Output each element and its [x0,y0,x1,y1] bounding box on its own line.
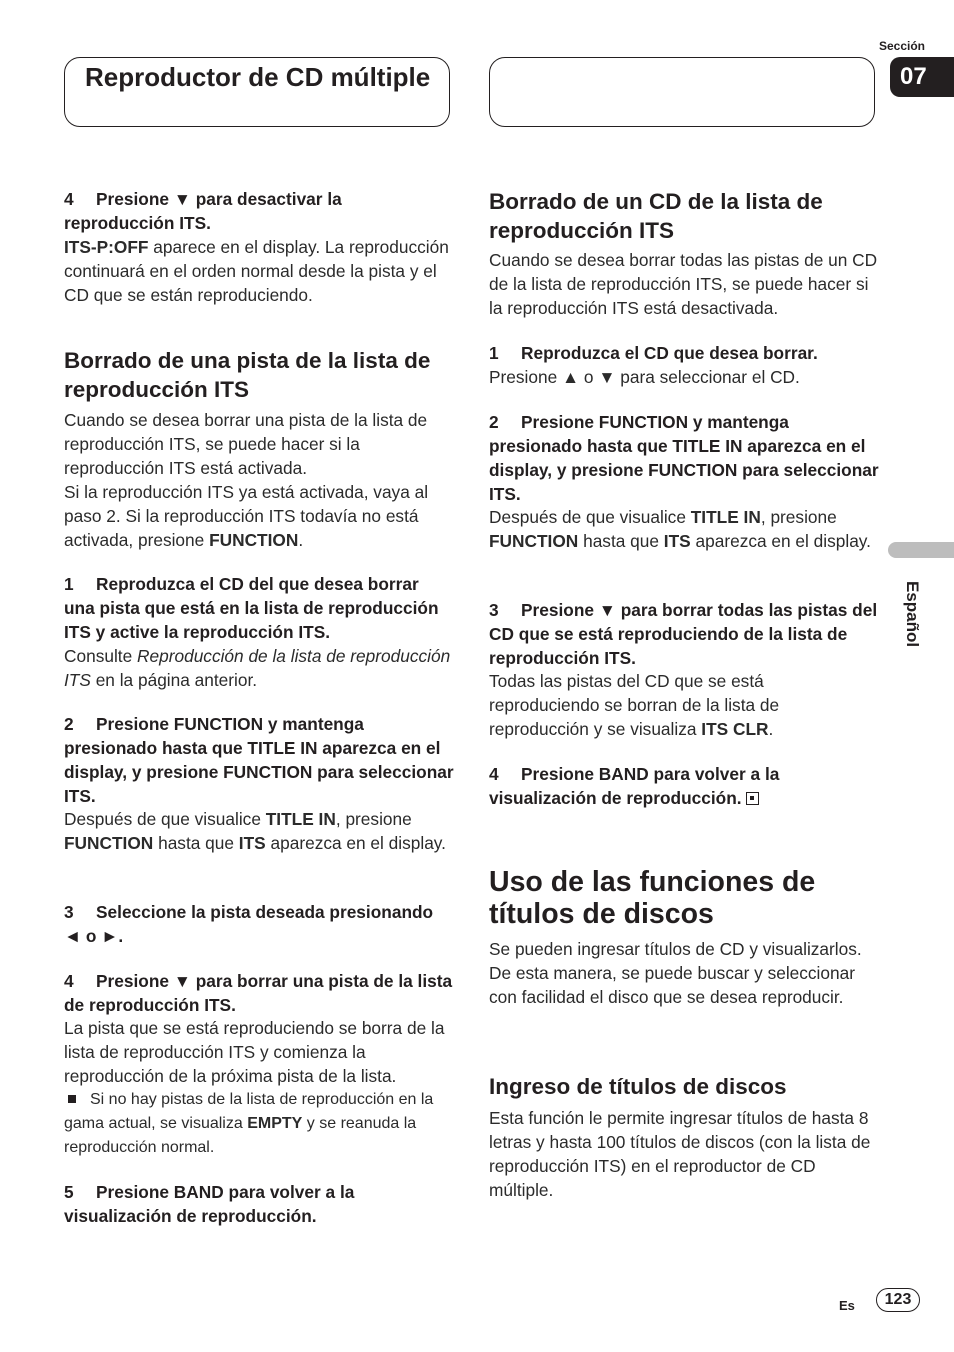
track-step-1-body: Consulte Reproducción de la lista de reproducción ITS en la página anterior. [64,646,451,690]
footer-language-code: Es [839,1298,855,1313]
page-number: 123 [876,1288,920,1312]
heading-delete-track: Borrado de una pista de la lista de reproducción ITS [64,348,431,402]
track-step-3: 3 Seleccione la pista deseada presionando ◄ o ►. [64,902,434,946]
track-step-2: 2 Presione FUNCTION y mantenga presionado hasta que TITLE IN aparezca en el display, y presione FUNCTION para seleccionar ITS. [64,714,454,806]
entering-titles-body: Esta función le permite ingresar títulos de hasta 8 letras y hasta 100 títulos de discos (con la lista de reproducción ITS) en el reproductor de CD múltiple. [489,1108,871,1200]
heading-delete-cd: Borrado de un CD de la lista de reproducción ITS [489,189,823,243]
cd-step-2-body: Después de que visualice TITLE IN, presione FUNCTION hasta que ITS aparezca en el display. [489,507,871,551]
cd-step-1-body: Presione ▲ o ▼ para seleccionar el CD. [489,367,800,387]
section-label: Sección [878,39,926,53]
cd-step-3-body: Todas las pistas del CD que se está reproduciendo se borran de la lista de reproducción y se visualiza ITS CLR. [489,671,780,739]
disc-titles-intro: Se pueden ingresar títulos de CD y visualizarlos. De esta manera, se puede buscar y seleccionar con facilidad el disco que se desea reproducir. [489,939,862,1007]
step-4-body: ITS-P:OFF aparece en el display. La reproducción continuará en el orden normal desde la pista y el CD que se están reproduciendo. [64,237,449,305]
cd-step-3: 3 Presione ▼ para borrar todas las pistas del CD que se está reproduciendo de la lista de reproducción ITS. [489,600,878,668]
language-tab-marker [888,542,954,558]
delete-track-intro-2: Si la reproducción ITS ya está activada, vaya al paso 2. Si la reproducción ITS todavía no está activada, presione FUNCTION. [64,482,429,550]
delete-track-intro: Cuando se desea borrar una pista de la lista de reproducción ITS, se puede hacer si la reproducción ITS está activada. [64,410,428,478]
track-step-4-note: Si no hay pistas de la lista de reproducción en la gama actual, se visualiza EMPTY y se reanuda la reproducción normal. [64,1091,434,1156]
heading-disc-titles: Uso de las funciones de títulos de discos [489,866,816,930]
cd-step-1: 1 Reproduzca el CD que desea borrar. [489,343,818,363]
heading-entering-titles: Ingreso de títulos de discos [489,1074,787,1099]
header-empty-box [489,57,875,127]
track-step-4: 4 Presione ▼ para borrar una pista de la lista de reproducción ITS. [64,971,453,1015]
track-step-5: 5 Presione BAND para volver a la visualización de reproducción. [64,1182,355,1226]
cd-step-4: 4 Presione BAND para volver a la visualización de reproducción. [489,764,780,808]
track-step-1: 1 Reproduzca el CD del que desea borrar una pista que está en la lista de reproducción ITS y active la reproducción ITS. [64,574,439,642]
delete-cd-intro: Cuando se desea borrar todas las pistas de un CD de la lista de reproducción ITS, se puede hacer si la reproducción ITS está desactivada. [489,250,878,318]
cd-step-2: 2 Presione FUNCTION y mantenga presionado hasta que TITLE IN aparezca en el display, y presione FUNCTION para seleccionar ITS. [489,412,879,504]
language-label: Español [903,580,922,648]
note-bullet-icon [68,1095,76,1103]
section-end-icon [746,792,759,805]
chapter-header-box [64,57,450,127]
section-number-badge: 07 [890,57,954,97]
track-step-4-body: La pista que se está reproduciendo se borra de la lista de reproducción ITS y comienza la reproducción de la próxima pista de la lista. [64,1018,445,1086]
track-step-2-body: Después de que visualice TITLE IN, presione FUNCTION hasta que ITS aparezca en el display. [64,809,446,853]
step-4-deactivate: 4 Presione ▼ para desactivar la reproducción ITS. [64,189,342,233]
chapter-title: Reproductor de CD múltiple [85,62,431,92]
